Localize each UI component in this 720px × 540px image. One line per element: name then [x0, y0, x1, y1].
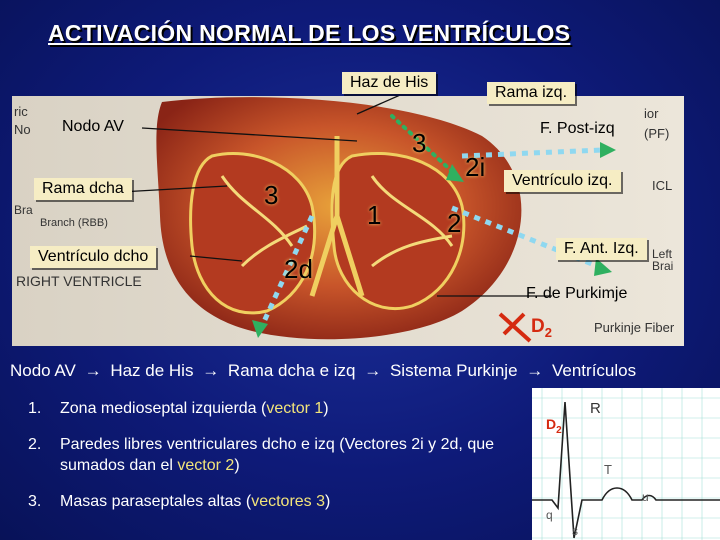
vector-3-left-label: 3 — [264, 180, 279, 210]
list-item — [28, 398, 523, 419]
label-ventriculo-izq: Ventrículo izq. — [504, 170, 621, 192]
activation-sequence-list — [28, 398, 523, 527]
label-f-purkimje: F. de Purkimje — [526, 285, 628, 302]
pathway-step-4: Sistema Purkinje — [389, 361, 518, 380]
bg-frag-right-1: ior — [644, 106, 659, 121]
pathway-arrow-icon: → — [84, 361, 102, 380]
label-f-post-izq: F. Post-izq — [540, 120, 615, 137]
list-item-highlight: vector 1 — [266, 400, 324, 417]
bg-frag-left-2: No — [14, 122, 31, 137]
list-item — [28, 434, 523, 476]
label-rama-izq: Rama izq. — [487, 82, 575, 104]
pathway-step-2: Haz de His — [110, 361, 194, 380]
pathway-step-5: Ventrículos — [552, 361, 637, 380]
bg-right-ventricle: RIGHT VENTRICLE — [16, 273, 142, 289]
vector-2i-label: 2i — [465, 152, 486, 182]
pathway-step-1: Nodo AV — [10, 361, 76, 380]
ecg-grid-svg — [532, 388, 720, 540]
bg-frag-right-4: Left — [652, 247, 673, 261]
list-item-text: Paredes libres ventriculares dcho e izq (Vectores 2i y 2d, que sumados dan el vector 2) — [60, 436, 495, 474]
bg-frag-right-3: ICL — [652, 178, 673, 193]
bg-frag-right-5: Brai — [652, 259, 674, 273]
list-item-number: 1. — [28, 400, 42, 417]
ecg-strip — [532, 388, 720, 540]
ecg-wave-t: T — [604, 462, 612, 477]
list-item-number: 2. — [28, 436, 42, 453]
pathway-arrow-icon: → — [364, 361, 382, 380]
bg-frag-rbb: Branch (RBB) — [40, 217, 108, 229]
lead-d2-label: $D_2$ — [531, 316, 552, 340]
ecg-wave-r: R — [590, 400, 601, 417]
vector-3-right-label: 3 — [412, 128, 427, 158]
ecg-wave-u: u — [642, 490, 649, 504]
vector-2-label: 2 — [447, 208, 462, 238]
conduction-pathway — [10, 361, 636, 381]
slide-title: ACTIVACIÓN NORMAL DE LOS VENTRÍCULOS — [48, 20, 571, 46]
list-item-highlight: vector 2 — [177, 457, 235, 474]
label-rama-dcha: Rama dcha — [34, 178, 132, 200]
label-ventriculo-dcho: Ventrículo dcho — [30, 246, 156, 268]
bg-frag-left-3: Bra — [14, 203, 33, 217]
left-ventricle-cavity — [332, 153, 464, 308]
vector-2d-label: 2d — [284, 254, 313, 284]
label-haz-his: Haz de His — [342, 72, 436, 94]
list-item-text: Zona medioseptal izquierda (vector 1) — [60, 400, 329, 417]
label-nodo-av: Nodo AV — [62, 118, 124, 135]
right-ventricle-cavity — [191, 153, 315, 312]
pathway-step-3: Rama dcha e izq — [227, 361, 356, 380]
pathway-arrow-icon: → — [526, 361, 544, 380]
bg-frag-left-1: ric — [14, 104, 28, 119]
list-item-number: 3. — [28, 493, 42, 510]
ecg-wave-q: q — [546, 508, 553, 522]
bg-frag-right-2: (PF) — [644, 126, 670, 141]
list-item — [28, 491, 523, 512]
ecg-wave-s: s — [572, 524, 578, 538]
vector-1-label: 1 — [367, 200, 382, 230]
list-item-text: Masas paraseptales altas (vectores 3) — [60, 493, 331, 510]
label-f-ant-izq: F. Ant. Izq. — [556, 238, 647, 260]
bg-purkinje-fiber: Purkinje Fiber — [594, 320, 675, 335]
ecg-lead-label: $D_2$ — [546, 416, 562, 436]
pathway-arrow-icon: → — [202, 361, 220, 380]
list-item-highlight: vectores 3 — [251, 493, 326, 510]
